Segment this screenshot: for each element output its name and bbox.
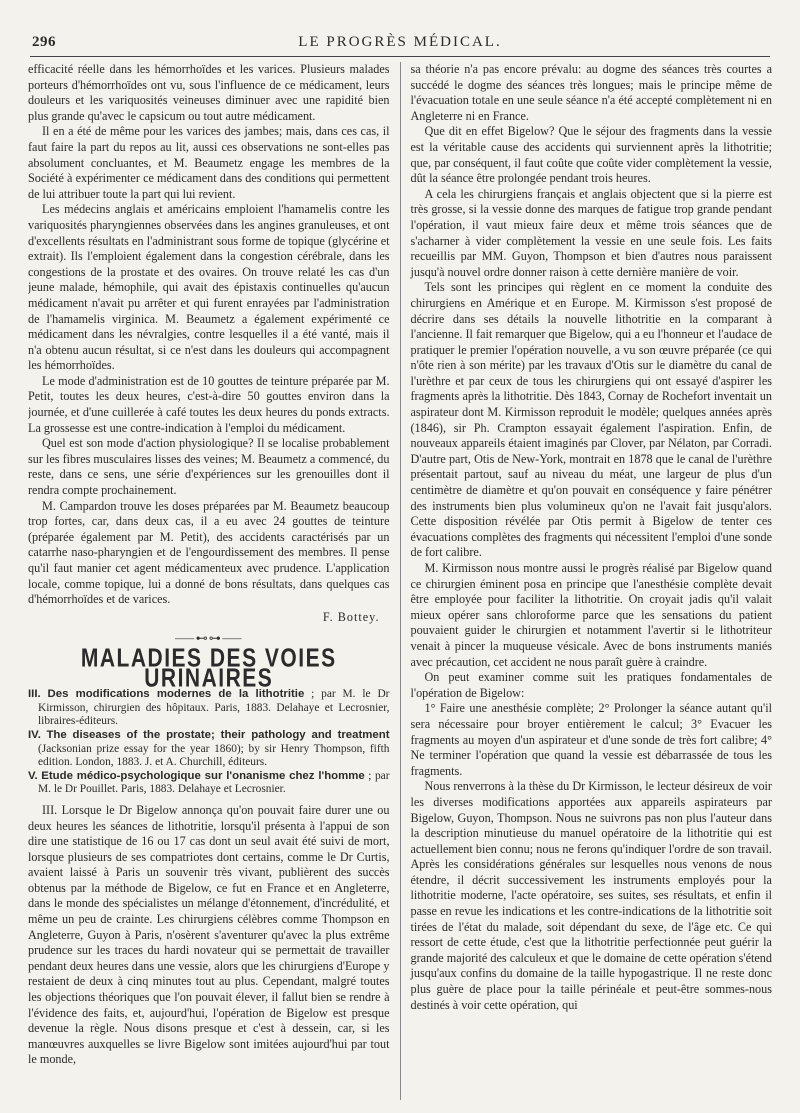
text-columns [28,62,772,1100]
entry-title: The diseases of the prostate; their pathology and treatment [46,728,390,741]
paragraph: Les médecins anglais et américains emploient l'hamamelis contre les variquosités pharyngiennes observées dans les angines granuleuses, et ont d'excellents résultats en l'administrant sous forme de topique (glycérine et extrait). Ils l'emploient également dans la congestion cérébrale, dans les congestions de la prostate et des ovaires. On trouve relaté les cas d'un jeune malade, hémophile, qui avait des épistaxis continuelles qu'aucun médicament n'avait pu arrêter et qui furent enrayées par l'administration de l'hamamelis virginica. M. Beaumetz a également expérimenté ce médicament dans les névralgies, contre lesquelles il a été vanté, mais il n'a obtenu aucun résultat, si ce n'est dans les douleurs qui accompagnent les hémorrhoïdes. [28,202,390,373]
entry-details: ; par M. le Dr Kirmisson, chirurgien des hôpitaux. Paris, 1883. Delahaye et Lecrosnier, libraires-éditeurs. [38,688,390,728]
ornamental-separator: ⸺⊷⊶⸺ [174,631,244,646]
paragraph: Que dit en effet Bigelow? Que le séjour des fragments dans la vessie est la véritable cause des accidents qui surviennent après la lithotritie; que, par conséquent, il faut coûte que coûte vider complètement la vessie, dût la séance être prolongée pendant trois heures. [410,124,772,186]
column-divider [400,62,401,1100]
bibliography-entry [28,729,390,770]
section-heading: MALADIES DES VOIES URINAIRES [80,644,337,693]
left-column [28,62,390,1100]
paragraph: efficacité réelle dans les hémorrhoïdes et les varices. Plusieurs malades porteurs d'hémorrhoïdes ont vu, sous l'influence de ce médicament, leurs douleurs et les variquosités veineuses diminuer avec une rapidité bien plus grande qu'avec le capsicum ou tout autre médicament. [28,62,390,123]
entry-details: (Jacksonian prize essay for the year 1860); by sir Henry Thompson, fifth edition. London, 1883. J. et A. Churchill, éditeurs. [38,742,390,769]
entry-numeral: III. [28,688,41,701]
paragraph: sa théorie n'a pas encore prévalu: au dogme des séances très courtes a succédé le dogme des séances très longues; mais le principe même de l'évacuation totale en une seule séance n'a été accepté complètement ni en Angleterre ni en France. [410,62,772,123]
paragraph: Quel est son mode d'action physiologique? Il se localise probablement sur les fibres musculaires lisses des veines; M. Beaumetz a commencé, du reste, dans ce sens, une série d'expériences sur les grenouilles dont il rendra compte prochainement. [28,436,390,498]
paragraph: III. Lorsque le Dr Bigelow annonça qu'on pouvait faire durer une ou deux heures les séances de lithotritie, lorsqu'il présenta à l'appui de son dire une statistique de 16 ou 17 cas dont un seul avait été suivi de mort, lorsque plusieurs de ses compatriotes dont certains, comme le Dr Curtis, avaient laissé à Paris un souvenir très vivant, publièrent des succès obtenus par la méthode de Bigelow, ce fut en France et en Angleterre, dans le monde des spécialistes un mélange d'étonnement, d'incrédulité, et même un peu de crainte. Les chirurgiens célèbres comme Thompson en Angleterre, Guyon à Paris, n'osèrent s'aventurer qu'avec la plus extrême prudence sur les traces du hardi novateur qui se permettait de travailler pendant deux heures dans une vessie, alors que les chirurgiens d'Europe y restaient de deux à cinq minutes tout au plus. Cependant, malgré toutes les objections théoriques que l'on pouvait élever, il fallut bien se rendre à l'évidence des faits, et, aujourd'hui, l'opération de Bigelow est presque devenue la règle. Nous disons presque et c'est à dessein, car, si les manœuvres auxquelles se livre Bigelow sont imitées aujourd'hui par tout le monde, [28,802,390,1067]
journal-title: LE PROGRÈS MÉDICAL. [298,34,502,50]
entry-title: Etude médico-psychologique sur l'onanisme chez l'homme [41,769,365,782]
page-header [30,30,770,57]
entry-details: ; par M. le Dr Pouillet. Paris, 1883. Delahaye et Lecrosnier. [38,769,390,796]
paragraph: Le mode d'administration est de 10 gouttes de teinture préparée par M. Petit, toutes les deux heures, c'est-à-dire 50 gouttes environ dans la journée, et d'une cuillerée à café toutes les deux heures du ponds extracts. La grossesse est une contre-indication à l'emploi du médicament. [28,373,390,435]
paragraph: 1° Faire une anesthésie complète; 2° Prolonger la séance autant qu'il sera nécessaire pour broyer entièrement le calcul; 3° Evacuer les fragments au moyen d'un aspirateur et d'une sonde de très fort calibre; 4° Ne terminer l'opération que quand la vessie est débarrassée de tous les fragments. [410,701,772,778]
paragraph: Tels sont les principes qui règlent en ce moment la conduite des chirurgiens en Amérique et en Europe. M. Kirmisson s'est proposé de décrire dans ses détails la nouvelle lithotritie en la comparant à l'ancienne. Il fait remarquer que Bigelow, qui a eu l'honneur et l'audace de pratiquer le premier l'opération nouvelle, a vu son œuvre préparée (ce qui n'ôte rien à son mérite) par les travaux d'Otis sur le diamètre du canal de l'urèthre et par ceux de tous les chirurgiens qui ont essayé d'aspirer les fragments après la lithotritie. Dès 1843, Cornay de Rochefort inventait un aspirateur dont M. Kirmisson reproduit le modèle; quelques années après (1846), sir Ph. Crampton essayait également l'aspiration. Enfin, de nouveaux appareils étaient imaginés par Clover, par Nélaton, par Corradi. D'autre part, Otis de New-York, montrait en 1878 que le canal de l'urèthre présentait partout, sauf au niveau du méat, une largeur de plus d'un centimètre de diamètre et qu'on pouvait en conséquence y faire pénétrer des instruments bien plus volumineux qu'on ne l'avait fait jusqu'alors. Cette disposition révélée par Otis permit à Bigelow de tenter ces évacuations complètes des fragments qui nécessitent l'emploi d'une sonde de fort calibre. [410,280,772,560]
paragraph: On peut examiner comme suit les pratiques fondamentales de l'opération de Bigelow: [410,670,772,700]
paragraph: Il en a été de même pour les varices des jambes; mais, dans ces cas, il faut faire la part du repos au lit, aussi ces observations ne sont-elles pas absolument concluantes, et M. Beaumetz engage les membres de la Société à expérimenter ce médicament dans des conditions qui permettent de lui attribuer toute la part qui lui revient. [28,124,390,201]
page-number: 296 [32,34,56,50]
paragraph: Nous renverrons à la thèse du Dr Kirmisson, le lecteur désireux de voir les diverses modifications apportées aux appareils aspirateurs par Bigelow, Guyon, Thompson. Nous ne suivrons pas non plus l'auteur dans la description minutieuse du manuel opératoire de la lithotritie qui est actuellement bien connu; nous ne ferons qu'indiquer l'ordre de son travail. Après les considérations générales sur lesquelles nous venons de nous étendre, il décrit successivement les instruments employés pour la lithotritie moderne, l'acte opératoire, ses suites, ses résultats, et enfin il passe en revue les indications et les contre-indications de la lithotritie soit tirées de l'état du malade, soit dépendant du sexe, de l'âge etc. Ce qui ressort de cette étude, c'est que la lithotritie perfectionnée peut guérir la grande majorité des calculeux et que le domaine de cette opération s'étend jusqu'aux confins du domaine de la taille hypogastrique. Il ne reste donc plus guère de place pour la taille périnéale et peut-être sommes-nous destinés à voir cette opération, qui [410,779,772,1012]
paragraph: A cela les chirurgiens français et anglais objectent que si la pierre est très grosse, si la vessie donne des marques de fatigue trop grande pendant l'opération, il vaut mieux faire deux et même trois séances que de s'acharner à vider complètement la vessie en une seule fois. Les faits recueillis par MM. Guyon, Thompson et bien d'autres nous paraissent jusqu'à nouvel ordre donner raison à cette dernière manière de voir. [410,186,772,279]
paragraph: M. Kirmisson nous montre aussi le progrès réalisé par Bigelow quand ce chirurgien éminent posa en principe que l'anesthésie complète devait être employée pour faciliter la lithotritie. On croyait jadis qu'il valait mieux opérer sans chloroforme parce que les sensations du patient pouvaient guider le chirurgien et notamment l'avertir si le lithotriteur venait à pincer la muqueuse vésicale. Avec de bons instruments maniés avec précaution, cet accident ne nous paraît guère à craindre. [410,561,772,669]
entry-numeral: V. [28,769,38,782]
bibliography-entry [28,770,390,797]
entry-numeral: IV. [28,728,41,741]
bibliography-entry [28,688,390,729]
paragraph: M. Campardon trouve les doses préparées par M. Beaumetz beaucoup trop fortes, car, dans deux cas, il a eu avec 24 gouttes de teinture (préparée également par M. Petit), des accidents caractérisés par un catarrhe naso-pharyngien et de l'engourdissement des membres. Il pense qu'il faut manier cet agent médicamenteux avec prudence. L'application locale, comme topique, lui a donné de bons résultats, dans quelques cas d'hémorrhoïdes et de varices. [28,498,390,607]
right-column [410,62,772,1100]
author-signature: F. Bottey. [322,609,380,624]
entry-title: Des modifications modernes de la lithotritie [47,688,305,701]
